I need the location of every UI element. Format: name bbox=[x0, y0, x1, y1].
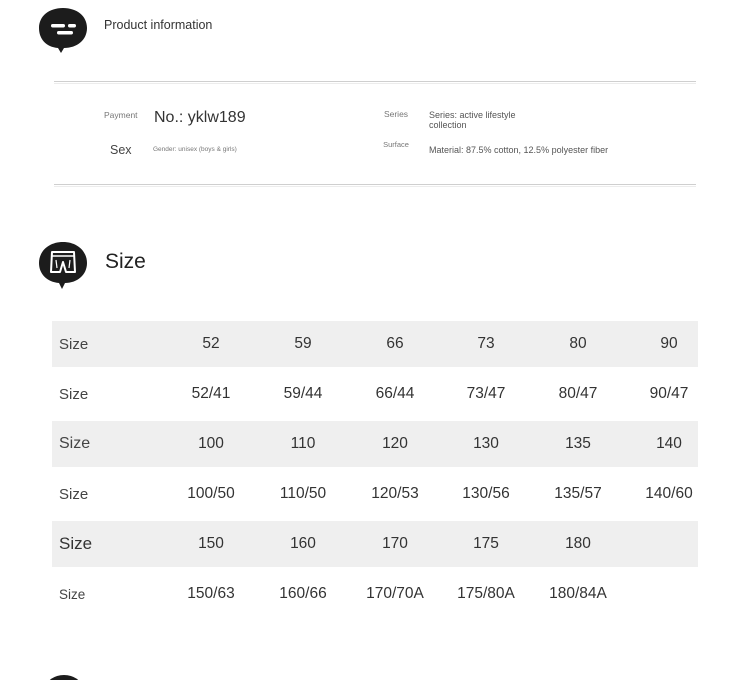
table-cell: 66/44 bbox=[375, 385, 415, 402]
speech-bubble-icon bbox=[37, 6, 89, 54]
table-cell: 100/50 bbox=[187, 485, 235, 502]
table-cell: 100 bbox=[198, 435, 224, 452]
table-cell: 110 bbox=[290, 435, 316, 452]
table-cell: 80 bbox=[569, 335, 587, 352]
table-cell: 130/56 bbox=[462, 485, 510, 502]
table-cell: 73 bbox=[477, 335, 495, 352]
table-row bbox=[52, 521, 698, 567]
table-cell bbox=[624, 567, 714, 621]
shorts-icon bbox=[37, 240, 89, 290]
table-cell: 73/47 bbox=[466, 385, 506, 402]
divider-bottom bbox=[54, 184, 696, 185]
row-label: Size bbox=[59, 485, 89, 503]
field-value-series: Series: active lifestyle collection bbox=[429, 110, 516, 130]
table-cell: 120 bbox=[382, 435, 408, 452]
table-cell: 59 bbox=[294, 335, 312, 352]
field-value-surface: Material: 87.5% cotton, 12.5% polyester fiber bbox=[429, 145, 609, 155]
table-cell: 150/63 bbox=[187, 585, 235, 602]
field-label-series: Series bbox=[383, 109, 409, 119]
field-value-payment: No.: yklw189 bbox=[154, 109, 246, 126]
field-label-sex: Sex bbox=[110, 143, 132, 157]
table-cell: 130 bbox=[473, 435, 499, 452]
row-label: Size bbox=[59, 335, 89, 353]
table-cell: 52/41 bbox=[191, 385, 231, 402]
table-cell: 120/53 bbox=[371, 485, 419, 502]
table-cell: 66 bbox=[386, 335, 404, 352]
table-cell: 170 bbox=[382, 535, 408, 552]
field-label-payment: Payment bbox=[104, 110, 138, 120]
row-label: Size bbox=[59, 435, 91, 452]
table-cell: 175/80A bbox=[457, 585, 515, 602]
field-value-sex: Gender: unisex (boys & girls) bbox=[153, 146, 237, 153]
table-row bbox=[52, 367, 698, 421]
table-cell: 80/47 bbox=[558, 385, 598, 402]
table-cell: 180/84A bbox=[549, 585, 607, 602]
table-cell bbox=[624, 521, 714, 567]
table-cell: 180 bbox=[565, 535, 591, 552]
table-row bbox=[52, 421, 698, 467]
size-table bbox=[52, 321, 698, 621]
row-label: Size bbox=[59, 586, 86, 602]
table-cell: 140 bbox=[656, 435, 682, 452]
table-cell: 90/47 bbox=[649, 385, 689, 402]
row-label: Size bbox=[59, 385, 89, 403]
speech-bubble-icon bbox=[44, 674, 84, 680]
table-cell: 135/57 bbox=[554, 485, 602, 502]
table-row bbox=[52, 321, 698, 367]
table-cell: 52 bbox=[202, 335, 220, 352]
table-cell: 90 bbox=[660, 335, 678, 352]
table-cell: 160 bbox=[290, 535, 316, 552]
field-label-surface: Surface bbox=[383, 140, 409, 149]
row-label: Size bbox=[59, 534, 93, 553]
table-cell: 160/66 bbox=[279, 585, 327, 602]
table-row bbox=[52, 567, 698, 621]
table-cell: 175 bbox=[473, 535, 499, 552]
table-cell: 150 bbox=[198, 535, 224, 552]
divider-top bbox=[54, 81, 696, 82]
table-cell: 140/60 bbox=[645, 485, 693, 502]
table-cell: 59/44 bbox=[283, 385, 323, 402]
table-row bbox=[52, 467, 698, 521]
table-cell: 135 bbox=[565, 435, 591, 452]
section-title-size: Size bbox=[105, 250, 146, 273]
section-title-product: Product information bbox=[104, 18, 213, 32]
table-cell: 170/70A bbox=[366, 585, 424, 602]
table-cell: 110/50 bbox=[279, 485, 327, 502]
